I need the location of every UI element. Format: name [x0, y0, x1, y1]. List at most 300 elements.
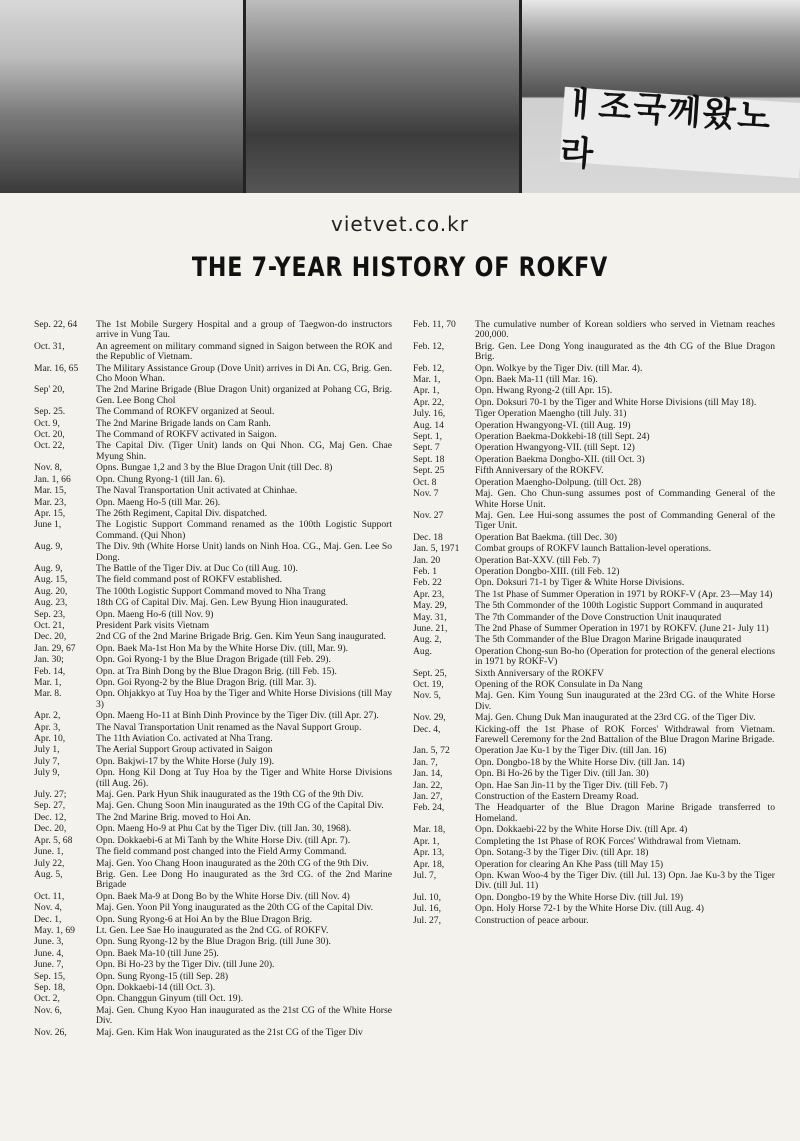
banner-sign: ㅐ조국께왔노라 [560, 87, 800, 179]
entry-text: The Command of ROKFV activated in Saigon. [96, 429, 277, 441]
timeline-entry [34, 419, 392, 429]
page-title: THE 7-YEAR HISTORY OF ROKFV [191, 252, 609, 283]
entry-text: Opn. Baek Ma-1st Hon Ma by the White Horse Div. (till, Mar. 9). [96, 642, 349, 654]
entry-date: July. 16, [413, 409, 446, 420]
entry-text: Opn. Hwang Ryong-2 (till Apr. 15). [475, 385, 613, 397]
timeline-entry [413, 691, 775, 712]
entry-text: Opn. Wolkye by the Tiger Div. (till Mar. 4). [475, 362, 643, 374]
entry-text: The Headquarter of the Blue Dragon Marine Brigade transferred to Homeland. [475, 802, 775, 824]
timeline-entry [34, 711, 392, 721]
entry-date: Nov. 6, [34, 1005, 62, 1016]
timeline-entry [34, 407, 392, 417]
timeline-entry [413, 386, 775, 396]
timeline-entry [34, 757, 392, 767]
entry-text: The 2nd Marine Brigade (Blue Dragon Unit) organized at Pohang CG, Brig. Gen. Lee Bong Chol [96, 384, 392, 406]
entry-text: Opn. Sotang-3 by the Tiger Div. (till Apr. 18) [475, 847, 649, 859]
entry-date: Sep' 20, [34, 385, 65, 396]
timeline-entry [34, 475, 392, 485]
timeline-entry [413, 680, 775, 690]
entry-date: Jul. 7, [413, 870, 437, 881]
entry-text: Opn. Goi Ryong-1 by the Blue Dragon Brigade (till Feb. 29). [96, 654, 331, 666]
entry-date: Nov. 7 [413, 489, 439, 500]
timeline-entry [34, 655, 392, 665]
timeline-entry [34, 972, 392, 982]
timeline-entry [34, 667, 392, 677]
entry-date: Aug. 9, [34, 563, 63, 574]
timeline-entry [34, 441, 392, 462]
entry-date: Sep. 22, 64 [34, 320, 78, 330]
entry-text: Opn. Doksuri 70-1 by the Tiger and White Horse Divisions (till May 18). [475, 396, 757, 408]
entry-text: Opn. Baek Ma-9 at Dong Bo by the White Horse Div. (till Nov. 4) [96, 890, 350, 902]
timeline-entry [34, 801, 392, 811]
timeline-entry [413, 443, 775, 453]
entry-text: Maj. Gen. Kim Young Sun inaugurated at the 23rd CG. of the White Horse Div. [475, 690, 775, 712]
timeline-entry [34, 644, 392, 654]
timeline-entry [34, 859, 392, 869]
entry-text: 18th CG of Capital Div. Maj. Gen. Lew Byung Hion inaugurated. [96, 597, 348, 609]
entry-text: Operation Jae Ku-1 by the Tiger Div. (till Jan. 16) [475, 745, 667, 757]
timeline-entry [34, 937, 392, 947]
entry-text: The 100th Logistic Support Command moved to Nha Trang [96, 585, 326, 597]
entry-text: Opn. Dokkaebi-22 by the White Horse Div. (till Apr. 4) [475, 824, 688, 836]
timeline-entry [34, 836, 392, 846]
entry-text: The 5th Commonder of the 100th Logistic Support Command in auqurated [475, 600, 763, 612]
timeline-entry [413, 713, 775, 723]
timeline-entry [34, 509, 392, 519]
entry-text: Opn. Hong Kil Dong at Tuy Hoa by the Tiger and White Horse Divisions (till Aug. 26). [96, 767, 392, 789]
timeline-entry [34, 364, 392, 385]
entry-date: Oct. 22, [34, 441, 65, 452]
photo-strip [0, 0, 800, 193]
entry-date: Oct. 8 [413, 477, 437, 488]
entry-text: Opn. Dongbo-18 by the White Horse Div. (till Jan. 14) [475, 756, 685, 768]
entry-text: Maj. Gen. Park Hyun Shik inaugurated as the 19th CG of the 9th Div. [96, 789, 364, 801]
timeline-entry [34, 983, 392, 993]
entry-date: June. 3, [34, 937, 64, 948]
entry-text: Maj. Gen. Chung Soon Min inaugurated as the 19th CG of the Capital Div. [96, 800, 384, 812]
entry-text: Maj. Gen. Yoo Chang Hoon inaugurated as the 20th CG of the 9th Div. [96, 857, 369, 869]
entry-text: Opn. Sung Ryong-15 (till Sep. 28) [96, 970, 229, 982]
entry-date: Aug. 20, [34, 586, 68, 597]
right-column [413, 320, 775, 927]
timeline-entry [34, 824, 392, 834]
entry-text: Sixth Anniversary of the ROKFV [475, 667, 604, 679]
entry-text: Operation Dongbo-XIII. (till Feb. 12) [475, 565, 620, 577]
timeline-entry [413, 590, 775, 600]
entry-date: Apr. 18, [413, 859, 445, 870]
timeline-entry [34, 598, 392, 608]
timeline-entry [413, 871, 775, 892]
timeline-entry [413, 635, 775, 645]
entry-date: Dec. 20, [34, 632, 67, 643]
entry-date: Sep. 23, [34, 609, 66, 620]
entry-date: Feb. 12, [413, 341, 445, 352]
photo-crowd [246, 0, 519, 193]
entry-date: July 9, [34, 768, 60, 779]
entry-date: Jan. 22, [413, 780, 443, 791]
entry-date: Feb. 12, [413, 363, 445, 374]
timeline-entry [413, 916, 775, 926]
entry-text: The 2nd Phase of Summer Operation in 1971 by ROKFV. (June 21- July 11) [475, 622, 769, 634]
entry-date: Dec. 12, [34, 812, 67, 823]
timeline-entry [413, 725, 775, 746]
timeline-entry [34, 892, 392, 902]
entry-text: Opn. Holy Horse 72-1 by the White Horse Div. (till Aug. 4) [475, 903, 704, 915]
entry-date: Feb. 14, [34, 666, 66, 677]
timeline-entry [34, 768, 392, 789]
entry-date: Apr. 3, [34, 722, 61, 733]
timeline-entry [413, 769, 775, 779]
entry-date: Jan. 27, [413, 792, 443, 803]
timeline-entry [34, 1006, 392, 1027]
entry-date: Mar. 23, [34, 497, 67, 508]
entry-text: Fifth Anniversary of the ROKFV. [475, 465, 604, 477]
entry-date: Jan. 20 [413, 555, 441, 566]
entry-text: Operation Chong-sun Bo-ho (Operation for protection of the general elections in 1971 by ROKF-V) [475, 645, 775, 668]
entry-date: Dec. 4, [413, 724, 441, 735]
entry-date: Oct. 11, [34, 891, 65, 902]
entry-text: The 26th Regiment, Capital Div. dispatched. [96, 507, 267, 519]
entry-text: Maj. Gen. Lee Hui-song assumes the post of Commanding General of the Tiger Unit. [475, 509, 775, 532]
entry-date: Aug. 14 [413, 420, 444, 431]
entry-text: Operation Baekma-Dokkebi-18 (till Sept. 24) [475, 431, 650, 443]
entry-text: Operation Hwangyong-VI. (till Aug. 19) [475, 419, 631, 431]
entry-date: Sept. 7 [413, 443, 440, 454]
entry-text: Opn. Changgun Ginyum (till Oct. 19). [96, 993, 244, 1005]
entry-date: Aug. 9, [34, 542, 63, 553]
entry-text: Opn. Maeng Ho-9 at Phu Cat by the Tiger Div. (till Jan. 30, 1968). [96, 823, 352, 835]
entry-text: The 2nd Marine Brig. moved to Hoi An. [96, 811, 251, 823]
entry-date: July 7, [34, 756, 60, 767]
entry-text: The 1st Mobile Surgery Hospital and a group of Taegwon-do instructors arrive in Vung Tau. [96, 319, 392, 341]
entry-date: Sep. 18, [34, 982, 66, 993]
entry-date: May. 31, [413, 612, 447, 623]
entry-date: Dec. 20, [34, 824, 67, 835]
timeline-entry [413, 421, 775, 431]
entry-text: Opn. Baek Ma-10 (till June 25). [96, 947, 219, 959]
timeline-entry [34, 587, 392, 597]
timeline-entry [34, 870, 392, 891]
timeline-entry [413, 398, 775, 408]
entry-text: An agreement on military command signed in Saigon between the ROK and the Republic of Vietnam. [96, 340, 392, 363]
entry-date: Sep. 25. [34, 407, 66, 418]
entry-date: Feb. 1 [413, 566, 437, 577]
entry-date: Aug. 15, [34, 575, 68, 586]
entry-text: Operation Bat-XXV. (till Feb. 7) [475, 554, 601, 566]
timeline-entry [34, 689, 392, 710]
entry-text: Opn. at Tra Binh Dong by the Blue Dragon Brig. (till Feb. 15). [96, 665, 337, 677]
timeline-entry [413, 669, 775, 679]
timeline-entry [34, 734, 392, 744]
entry-date: May. 29, [413, 601, 447, 612]
timeline-entry [413, 489, 775, 510]
timeline-entry [34, 463, 392, 473]
left-column [34, 320, 392, 1039]
entry-date: May. 1, 69 [34, 925, 75, 936]
timeline-entry [34, 320, 392, 341]
entry-text: Operation for clearing An Khe Pass (till May 15) [475, 858, 664, 870]
entry-date: Jan. 29, 67 [34, 643, 76, 654]
timeline-entry [413, 746, 775, 756]
timeline-entry [413, 647, 775, 668]
entry-text: Brig. Gen. Lee Dong Yong inaugurated as the 4th CG of the Blue Dragon Brig. [475, 340, 775, 363]
timeline-entry [34, 915, 392, 925]
entry-text: Lt. Gen. Lee Sae Ho inaugurated as the 2nd CG. of ROKFV. [96, 924, 329, 936]
entry-text: The Military Assistance Group (Dove Unit) arrives in Di An. CG, Brig. Gen. Cho Moon Whan. [96, 362, 392, 385]
timeline-entry [413, 837, 775, 847]
timeline-entry [413, 825, 775, 835]
entry-text: The field command post changed into the Field Army Command. [96, 846, 347, 858]
entry-date: June. 7, [34, 960, 64, 971]
entry-date: Apr. 1, [413, 836, 440, 847]
entry-date: Oct. 2, [34, 994, 60, 1005]
entry-text: Operation Baekma Dongbo-XII. (till Oct. 3) [475, 453, 645, 465]
entry-date: Aug. 23, [34, 598, 68, 609]
entry-text: The 2nd Marine Brigade lands on Cam Ranh. [96, 417, 271, 429]
entry-text: Maj. Gen. Chung Duk Man inaugurated at the 23rd CG. of the Tiger Div. [475, 712, 756, 724]
entry-date: Jul. 10, [413, 892, 441, 903]
timeline-entry [34, 790, 392, 800]
timeline-entry [413, 781, 775, 791]
timeline-entry [413, 364, 775, 374]
entry-text: Opn. Ohjakkyo at Tuy Hoa by the Tiger and White Horse Divisions (till May 3) [96, 688, 392, 710]
entry-text: Maj. Gen. Cho Chun-sung assumes post of Commanding General of the White Horse Unit. [475, 488, 775, 510]
entry-text: The cumulative number of Korean soldiers who served in Vietnam reaches 200,000. [475, 319, 775, 341]
entry-date: Jan. 5, 1971 [413, 544, 460, 555]
entry-text: Opn. Dongbo-19 by the White Horse Div. (till Jul. 19) [475, 891, 684, 903]
entry-date: Mar. 15, [34, 486, 67, 497]
entry-text: The 5th Commander of the Blue Dragon Marine Brigade inauqurated [475, 634, 742, 646]
entry-text: Opn. Maeng Ho-5 (till Mar. 26). [96, 496, 221, 508]
timeline-entry [413, 375, 775, 385]
timeline-entry [34, 385, 392, 406]
entry-date: Jan. 5, 72 [413, 746, 450, 757]
timeline-entry [413, 758, 775, 768]
entry-date: Sept. 1, [413, 432, 443, 443]
timeline-entry [34, 723, 392, 733]
entry-date: Sept. 25 [413, 466, 445, 477]
timeline-entry [34, 847, 392, 857]
entry-text: The field command post of ROKFV established. [96, 574, 283, 586]
entry-text: The Div. 9th (White Horse Unit) lands on Ninh Hoa. CG., Maj. Gen. Lee So Dong. [96, 541, 392, 563]
entry-date: Nov. 26, [34, 1027, 67, 1038]
entry-date: Jan. 30; [34, 655, 64, 666]
timeline-entry [413, 511, 775, 532]
entry-text: Opn. Maeng Ho-11 at Binh Dinh Province by the Tiger Div. (till Apr. 27). [96, 710, 379, 722]
entry-date: Nov. 29, [413, 713, 446, 724]
timeline-entry [413, 544, 775, 554]
entry-date: Apr. 23, [413, 589, 445, 600]
entry-date: Apr. 2, [34, 711, 61, 722]
entry-text: Combat groups of ROKFV launch Battalion-level operations. [475, 543, 712, 555]
timeline-entry [34, 486, 392, 496]
entry-text: Construction of peace arbour. [475, 914, 589, 926]
timeline-entry [34, 542, 392, 563]
entry-text: Opns. Bungae 1,2 and 3 by the Blue Dragon Unit (till Dec. 8) [96, 462, 333, 474]
entry-date: Feb. 11, 70 [413, 320, 456, 330]
entry-text: 2nd CG of the 2nd Marine Brigade Brig. Gen. Kim Yeun Sang inaugurated. [96, 631, 386, 643]
entry-date: Apr. 5, 68 [34, 835, 73, 846]
entry-date: Oct. 20, [34, 430, 65, 441]
entry-date: June 1, [34, 520, 62, 531]
entry-date: Nov. 5, [413, 691, 441, 702]
timeline-entry [34, 960, 392, 970]
entry-text: The Naval Transportation Unit renamed as the Naval Support Group. [96, 721, 362, 733]
entry-text: Opn. Bi Ho-26 by the Tiger Div. (till Jan. 30) [475, 768, 649, 780]
entry-text: Maj. Gen. Chung Kyoo Han inaugurated as the 21st CG of the White Horse Div. [96, 1004, 392, 1027]
entry-text: The 11th Aviation Co. activated at Nha Trang. [96, 733, 273, 745]
timeline-entry [413, 478, 775, 488]
timeline-entry [413, 466, 775, 476]
entry-text: Opening of the ROK Consulate in Da Nang [475, 679, 643, 690]
entry-date: June. 4, [34, 948, 64, 959]
entry-text: The Aerial Support Group activated in Saigon [96, 744, 273, 756]
entry-text: The Command of ROKFV organized at Seoul. [96, 406, 275, 418]
timeline-entry [413, 409, 775, 419]
timeline-entry [413, 601, 775, 611]
entry-text: Opn. Maeng Ho-6 (till Nov. 9) [96, 608, 214, 620]
entry-date: Apr. 13, [413, 848, 445, 859]
timeline-entry [34, 926, 392, 936]
timeline-entry [34, 564, 392, 574]
entry-date: Oct. 31, [34, 341, 65, 352]
entry-text: The Logistic Support Command renamed as the 100th Logistic Support Command. (Qui Nhon) [96, 519, 392, 541]
photo-soldiers-banner [522, 0, 800, 193]
timeline-entry [34, 342, 392, 363]
timeline-entry [34, 430, 392, 440]
entry-text: Opn. Chung Ryong-1 (till Jan. 6). [96, 473, 226, 485]
timeline-entry [413, 320, 775, 341]
entry-text: Operation Bat Baekma. (till Dec. 30) [475, 531, 617, 543]
entry-text: Brig. Gen. Lee Dong Ho inaugurated as the 3rd CG. of the 2nd Marine Brigade [96, 868, 392, 891]
timeline-entry [34, 632, 392, 642]
entry-text: Opn. Hae San Jin-11 by the Tiger Div. (till Feb. 7) [475, 779, 668, 791]
entry-date: June. 21, [413, 623, 448, 634]
timeline-entry [413, 803, 775, 824]
entry-text: The Naval Transportation Unit activated at Chinhae. [96, 485, 298, 497]
entry-date: Oct. 21, [34, 620, 65, 631]
entry-date: Apr. 22, [413, 397, 445, 408]
entry-text: The 1st Phase of Summer Operation in 1971 by ROKF-V (Apr. 23—May 14) [475, 588, 773, 600]
entry-date: Feb. 22 [413, 578, 442, 589]
entry-date: Oct. 9, [34, 418, 60, 429]
timeline-entry [34, 621, 392, 631]
timeline-entry [34, 745, 392, 755]
entry-date: Sep. 15, [34, 971, 66, 982]
entry-date: Mar. 1, [413, 375, 441, 386]
entry-date: June. 1, [34, 847, 64, 858]
entry-date: Jan. 1, 66 [34, 474, 71, 485]
entry-date: Mar. 8. [34, 689, 62, 700]
timeline-entry [34, 1028, 392, 1038]
entry-date: Apr. 10, [34, 734, 66, 745]
entry-text: The Battle of the Tiger Div. at Duc Co (till Aug. 10). [96, 562, 298, 574]
timeline-entry [413, 556, 775, 566]
timeline-entry [34, 903, 392, 913]
timeline-entry [413, 432, 775, 442]
entry-date: Mar. 16, 65 [34, 363, 79, 374]
entry-date: Jan. 14, [413, 769, 443, 780]
timeline-entry [413, 792, 775, 802]
entry-text: Operation Hwangyong-VII. (till Sept. 12) [475, 442, 635, 454]
entry-date: July 1, [34, 745, 60, 756]
entry-text: Tiger Operation Maengho (till July. 31) [475, 408, 627, 420]
entry-date: Dec. 18 [413, 532, 443, 543]
timeline-entry [413, 613, 775, 623]
entry-date: July 22, [34, 858, 65, 869]
timeline-entry [34, 994, 392, 1004]
timeline-entry [34, 498, 392, 508]
entry-date: Apr. 1, [413, 386, 440, 397]
entry-date: Oct. 19, [413, 680, 444, 690]
entry-text: Opn. Dokkaebi-14 (till Oct. 3). [96, 981, 216, 993]
entry-date: Aug. 5, [34, 869, 63, 880]
timeline-entry [413, 567, 775, 577]
entry-text: The Capital Div. (Tiger Unit) lands on Qui Nhon. CG, Maj Gen. Chae Myung Shin. [96, 440, 392, 462]
entry-text: Opn. Baek Ma-11 (till Mar. 16). [475, 374, 598, 386]
entry-text: Opn. Dokkaebi-6 at Mi Tanh by the White Horse Div. (till Apr. 7). [96, 834, 351, 846]
entry-date: Feb. 24, [413, 803, 445, 814]
timeline-entry [413, 848, 775, 858]
entry-text: The 7th Commander of the Dove Construction Unit inauqurated [475, 611, 722, 623]
entry-date: Apr. 15, [34, 508, 66, 519]
entry-date: Aug. 2, [413, 635, 442, 646]
entry-text: Opn. Bi Ho-23 by the Tiger Div. (till June 20). [96, 959, 275, 971]
timeline-entry [413, 893, 775, 903]
entry-text: Opn. Doksuri 71-1 by Tiger & White Horse Divisions. [475, 577, 685, 589]
entry-text: Maj. Gen. Yoon Pil Yong inaugurated as the 20th CG of the Capital Div. [96, 902, 374, 914]
entry-date: Nov. 27 [413, 510, 444, 521]
entry-text: Operation Maengho-Dolpung. (till Oct. 28) [475, 476, 642, 488]
entry-date: Aug. [413, 646, 432, 657]
entry-date: Mar. 1, [34, 678, 62, 688]
entry-date: July. 27; [34, 790, 67, 801]
entry-date: Sept. 25, [413, 668, 447, 679]
entry-text: Opn. Goi Ryong-2 by the Blue Dragon Brig. (till Mar. 3). [96, 677, 317, 688]
entry-date: Sep. 27, [34, 801, 66, 812]
entry-date: Jan. 7, [413, 757, 438, 768]
timeline-entry [34, 678, 392, 688]
timeline-entry [413, 533, 775, 543]
timeline-entry [413, 860, 775, 870]
entry-text: Construction of the Eastern Dreamy Road. [475, 791, 639, 803]
entry-date: Nov. 4, [34, 903, 62, 914]
entry-date: Jul. 27, [413, 915, 441, 926]
entry-text: Maj. Gen. Kim Hak Won inaugurated as the 21st CG of the Tiger Div [96, 1026, 363, 1038]
timeline-entry [413, 455, 775, 465]
entry-date: Nov. 8, [34, 463, 62, 474]
entry-date: Jul. 16, [413, 904, 441, 915]
entry-text: Completing the 1st Phase of ROK Forces' Withdrawal from Vietnam. [475, 835, 741, 847]
timeline-entry [34, 813, 392, 823]
entry-date: Mar. 18, [413, 825, 446, 836]
timeline-entry [413, 624, 775, 634]
entry-text: President Park visits Vietnam [96, 619, 210, 631]
site-url: vietvet.co.kr [331, 212, 469, 236]
photo-ship-ceremony [0, 0, 243, 193]
timeline-entry [413, 904, 775, 914]
timeline-entry [413, 578, 775, 588]
entry-text: Opn. Sung Ryong-12 by the Blue Dragon Brig. (till June 30). [96, 936, 331, 948]
entry-text: Kicking-off the 1st Phase of ROK Forces' Withdrawal from Vietnam. Farewell Ceremony for the 2nd Battalion of the Blue Dragon Marine Brigade. [475, 723, 775, 746]
timeline-entry [413, 342, 775, 363]
entry-text: Opn. Kwan Woo-4 by the Tiger Div. (till Jul. 13) Opn. Jae Ku-3 by the Tiger Div. (till Jul. 11) [475, 869, 775, 892]
timeline-entry [34, 610, 392, 620]
timeline-entry [34, 520, 392, 541]
entry-text: Opn. Bakjwi-17 by the White Horse (July 19). [96, 755, 275, 767]
timeline-entry [34, 949, 392, 959]
timeline-entry [34, 575, 392, 585]
